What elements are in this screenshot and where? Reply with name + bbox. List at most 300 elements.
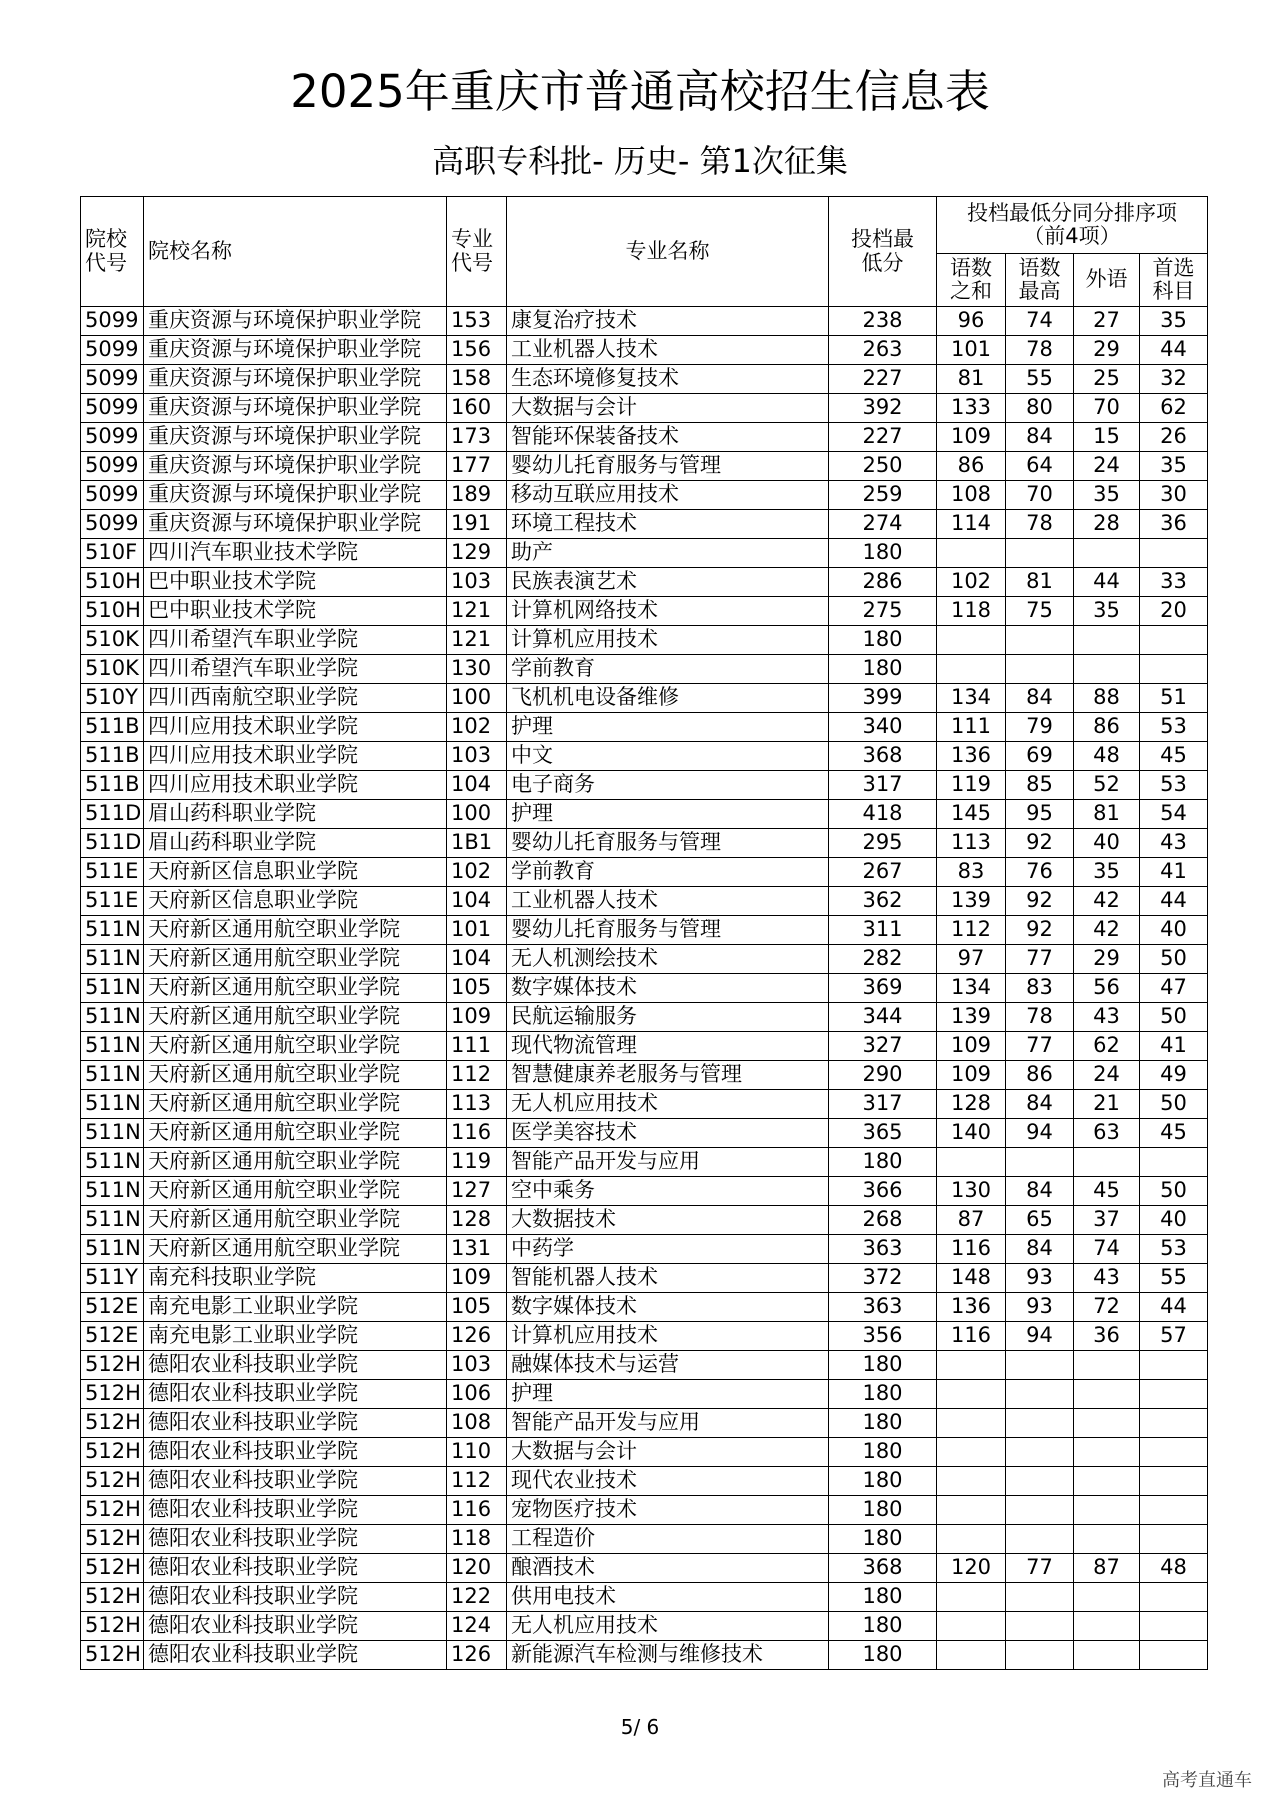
cell-foreign-language: [1074, 1409, 1140, 1438]
cell-major-name: 现代物流管理: [507, 1032, 829, 1061]
cell-min-score: 282: [829, 945, 937, 974]
cell-major-name: 工业机器人技术: [507, 336, 829, 365]
cell-chinese-math-sum: 116: [937, 1322, 1006, 1351]
cell-first-subject: [1140, 1148, 1208, 1177]
cell-school-code: 511N: [81, 1061, 144, 1090]
cell-min-score: 363: [829, 1235, 937, 1264]
cell-min-score: 180: [829, 1438, 937, 1467]
cell-first-subject: 33: [1140, 568, 1208, 597]
cell-chinese-math-sum: 96: [937, 307, 1006, 336]
cell-school-code: 512H: [81, 1612, 144, 1641]
cell-chinese-math-sum: 148: [937, 1264, 1006, 1293]
cell-chinese-math-sum: [937, 1525, 1006, 1554]
cell-major-name: 无人机应用技术: [507, 1612, 829, 1641]
cell-school-code: 512H: [81, 1525, 144, 1554]
header-school-name: 院校名称: [144, 197, 447, 307]
cell-major-name: 大数据与会计: [507, 1438, 829, 1467]
cell-min-score: 238: [829, 307, 937, 336]
cell-min-score: 399: [829, 684, 937, 713]
cell-major-code: 102: [447, 713, 507, 742]
cell-school-name: 天府新区通用航空职业学院: [144, 974, 447, 1003]
cell-chinese-math-max: 84: [1006, 423, 1074, 452]
cell-school-code: 512E: [81, 1293, 144, 1322]
cell-major-code: 177: [447, 452, 507, 481]
cell-major-code: 112: [447, 1467, 507, 1496]
cell-chinese-math-max: 93: [1006, 1293, 1074, 1322]
cell-min-score: 366: [829, 1177, 937, 1206]
cell-chinese-math-max: 55: [1006, 365, 1074, 394]
cell-school-name: 天府新区通用航空职业学院: [144, 1119, 447, 1148]
cell-major-code: 112: [447, 1061, 507, 1090]
cell-major-code: 158: [447, 365, 507, 394]
cell-major-code: 160: [447, 394, 507, 423]
cell-major-code: 105: [447, 1293, 507, 1322]
cell-chinese-math-max: [1006, 1438, 1074, 1467]
cell-school-code: 511E: [81, 887, 144, 916]
cell-school-code: 512H: [81, 1409, 144, 1438]
cell-foreign-language: 81: [1074, 800, 1140, 829]
cell-foreign-language: [1074, 1583, 1140, 1612]
cell-major-name: 供用电技术: [507, 1583, 829, 1612]
cell-school-name: 重庆资源与环境保护职业学院: [144, 510, 447, 539]
cell-foreign-language: 45: [1074, 1177, 1140, 1206]
cell-major-name: 计算机应用技术: [507, 1322, 829, 1351]
cell-first-subject: 45: [1140, 1119, 1208, 1148]
cell-major-name: 工程造价: [507, 1525, 829, 1554]
cell-chinese-math-max: 74: [1006, 307, 1074, 336]
cell-chinese-math-sum: 119: [937, 771, 1006, 800]
cell-foreign-language: [1074, 1467, 1140, 1496]
cell-chinese-math-sum: 97: [937, 945, 1006, 974]
cell-foreign-language: 72: [1074, 1293, 1140, 1322]
cell-major-name: 康复治疗技术: [507, 307, 829, 336]
cell-school-name: 天府新区通用航空职业学院: [144, 1148, 447, 1177]
cell-major-name: 空中乘务: [507, 1177, 829, 1206]
cell-chinese-math-sum: 81: [937, 365, 1006, 394]
cell-major-code: 191: [447, 510, 507, 539]
cell-school-name: 四川希望汽车职业学院: [144, 626, 447, 655]
cell-major-name: 婴幼儿托育服务与管理: [507, 829, 829, 858]
cell-chinese-math-max: 85: [1006, 771, 1074, 800]
cell-chinese-math-max: [1006, 539, 1074, 568]
cell-first-subject: [1140, 1641, 1208, 1670]
cell-chinese-math-sum: 109: [937, 1032, 1006, 1061]
cell-school-name: 四川汽车职业技术学院: [144, 539, 447, 568]
table-row: [81, 1525, 1208, 1554]
cell-school-name: 德阳农业科技职业学院: [144, 1351, 447, 1380]
cell-first-subject: [1140, 655, 1208, 684]
cell-school-name: 眉山药科职业学院: [144, 800, 447, 829]
cell-school-code: 511D: [81, 800, 144, 829]
table-row: [81, 684, 1208, 713]
cell-foreign-language: 25: [1074, 365, 1140, 394]
table-row: [81, 1612, 1208, 1641]
brand-label: 高考直通车: [1162, 1770, 1252, 1791]
header-foreign-language: 外语: [1074, 254, 1140, 307]
cell-foreign-language: [1074, 1148, 1140, 1177]
cell-foreign-language: [1074, 1641, 1140, 1670]
table-row: [81, 365, 1208, 394]
cell-chinese-math-sum: 133: [937, 394, 1006, 423]
table-row: [81, 1554, 1208, 1583]
cell-first-subject: 50: [1140, 945, 1208, 974]
cell-major-name: 助产: [507, 539, 829, 568]
cell-school-code: 511N: [81, 1206, 144, 1235]
cell-chinese-math-sum: [937, 1409, 1006, 1438]
cell-min-score: 368: [829, 742, 937, 771]
cell-chinese-math-max: 69: [1006, 742, 1074, 771]
cell-school-name: 德阳农业科技职业学院: [144, 1583, 447, 1612]
cell-school-name: 南充科技职业学院: [144, 1264, 447, 1293]
cell-min-score: 340: [829, 713, 937, 742]
table-row: [81, 336, 1208, 365]
cell-chinese-math-sum: 134: [937, 684, 1006, 713]
cell-major-code: 153: [447, 307, 507, 336]
cell-min-score: 180: [829, 1467, 937, 1496]
cell-school-name: 重庆资源与环境保护职业学院: [144, 423, 447, 452]
cell-min-score: 180: [829, 1612, 937, 1641]
cell-school-code: 510K: [81, 626, 144, 655]
cell-chinese-math-sum: 109: [937, 1061, 1006, 1090]
table-row: [81, 800, 1208, 829]
cell-min-score: 250: [829, 452, 937, 481]
cell-major-code: 109: [447, 1003, 507, 1032]
cell-foreign-language: 86: [1074, 713, 1140, 742]
cell-foreign-language: 74: [1074, 1235, 1140, 1264]
cell-first-subject: 41: [1140, 858, 1208, 887]
cell-major-code: 108: [447, 1409, 507, 1438]
cell-chinese-math-max: 94: [1006, 1322, 1074, 1351]
cell-min-score: 180: [829, 1525, 937, 1554]
table-row: [81, 1119, 1208, 1148]
cell-first-subject: 53: [1140, 713, 1208, 742]
table-row: [81, 1583, 1208, 1612]
cell-school-name: 四川西南航空职业学院: [144, 684, 447, 713]
cell-school-code: 511D: [81, 829, 144, 858]
cell-school-name: 天府新区通用航空职业学院: [144, 1177, 447, 1206]
cell-school-name: 天府新区通用航空职业学院: [144, 916, 447, 945]
cell-first-subject: [1140, 1525, 1208, 1554]
cell-major-name: 移动互联应用技术: [507, 481, 829, 510]
header-major-code: 专业代号: [447, 197, 507, 307]
cell-major-code: 122: [447, 1583, 507, 1612]
cell-chinese-math-max: 65: [1006, 1206, 1074, 1235]
cell-chinese-math-sum: [937, 1438, 1006, 1467]
cell-school-code: 511B: [81, 742, 144, 771]
table-row: [81, 742, 1208, 771]
cell-first-subject: [1140, 1409, 1208, 1438]
table-row: [81, 1380, 1208, 1409]
cell-major-name: 现代农业技术: [507, 1467, 829, 1496]
cell-major-name: 中药学: [507, 1235, 829, 1264]
cell-first-subject: [1140, 1351, 1208, 1380]
cell-foreign-language: 70: [1074, 394, 1140, 423]
table-row: [81, 1235, 1208, 1264]
cell-first-subject: [1140, 1438, 1208, 1467]
cell-foreign-language: 24: [1074, 1061, 1140, 1090]
cell-first-subject: 51: [1140, 684, 1208, 713]
cell-foreign-language: 44: [1074, 568, 1140, 597]
cell-min-score: 180: [829, 1496, 937, 1525]
table-row: [81, 829, 1208, 858]
cell-school-name: 天府新区通用航空职业学院: [144, 1206, 447, 1235]
cell-major-code: 116: [447, 1119, 507, 1148]
cell-major-code: 156: [447, 336, 507, 365]
cell-major-name: 民族表演艺术: [507, 568, 829, 597]
cell-major-code: 104: [447, 945, 507, 974]
cell-school-code: 510H: [81, 597, 144, 626]
cell-school-name: 天府新区通用航空职业学院: [144, 945, 447, 974]
page-subtitle: 高职专科批- 历史- 第1次征集: [432, 142, 848, 180]
cell-chinese-math-sum: [937, 1148, 1006, 1177]
cell-major-name: 大数据与会计: [507, 394, 829, 423]
cell-min-score: 180: [829, 1380, 937, 1409]
cell-major-code: 126: [447, 1322, 507, 1351]
cell-min-score: 369: [829, 974, 937, 1003]
cell-school-name: 四川希望汽车职业学院: [144, 655, 447, 684]
cell-first-subject: 40: [1140, 916, 1208, 945]
cell-foreign-language: 27: [1074, 307, 1140, 336]
cell-major-code: 105: [447, 974, 507, 1003]
cell-chinese-math-sum: 108: [937, 481, 1006, 510]
cell-min-score: 295: [829, 829, 937, 858]
cell-foreign-language: 40: [1074, 829, 1140, 858]
page-title: 2025年重庆市普通高校招生信息表: [290, 65, 990, 118]
cell-major-name: 中文: [507, 742, 829, 771]
cell-school-name: 巴中职业技术学院: [144, 568, 447, 597]
cell-foreign-language: [1074, 655, 1140, 684]
table-row: [81, 510, 1208, 539]
cell-first-subject: 57: [1140, 1322, 1208, 1351]
table-row: [81, 655, 1208, 684]
cell-chinese-math-sum: 102: [937, 568, 1006, 597]
cell-chinese-math-sum: 86: [937, 452, 1006, 481]
cell-chinese-math-max: [1006, 1583, 1074, 1612]
cell-foreign-language: [1074, 539, 1140, 568]
cell-min-score: 259: [829, 481, 937, 510]
table-row: [81, 539, 1208, 568]
cell-chinese-math-max: [1006, 626, 1074, 655]
cell-first-subject: 35: [1140, 307, 1208, 336]
cell-major-name: 智能产品开发与应用: [507, 1409, 829, 1438]
cell-chinese-math-max: 83: [1006, 974, 1074, 1003]
table-row: [81, 713, 1208, 742]
cell-school-code: 512H: [81, 1583, 144, 1612]
cell-major-name: 融媒体技术与运营: [507, 1351, 829, 1380]
cell-school-name: 重庆资源与环境保护职业学院: [144, 394, 447, 423]
cell-min-score: 268: [829, 1206, 937, 1235]
cell-major-code: 189: [447, 481, 507, 510]
cell-min-score: 363: [829, 1293, 937, 1322]
cell-school-code: 510F: [81, 539, 144, 568]
cell-school-code: 512H: [81, 1641, 144, 1670]
cell-min-score: 180: [829, 1351, 937, 1380]
table-row: [81, 1061, 1208, 1090]
header-chinese-math-sum: 语数之和: [937, 254, 1006, 307]
cell-school-name: 重庆资源与环境保护职业学院: [144, 307, 447, 336]
cell-school-code: 511N: [81, 1090, 144, 1119]
cell-foreign-language: 15: [1074, 423, 1140, 452]
cell-school-name: 南充电影工业职业学院: [144, 1322, 447, 1351]
cell-foreign-language: 24: [1074, 452, 1140, 481]
cell-foreign-language: 42: [1074, 916, 1140, 945]
cell-school-name: 天府新区通用航空职业学院: [144, 1032, 447, 1061]
cell-chinese-math-sum: [937, 655, 1006, 684]
cell-first-subject: 43: [1140, 829, 1208, 858]
cell-first-subject: [1140, 539, 1208, 568]
cell-major-name: 计算机应用技术: [507, 626, 829, 655]
table-row: [81, 887, 1208, 916]
cell-foreign-language: 43: [1074, 1264, 1140, 1293]
cell-chinese-math-max: 78: [1006, 336, 1074, 365]
cell-foreign-language: 87: [1074, 1554, 1140, 1583]
cell-chinese-math-sum: 140: [937, 1119, 1006, 1148]
cell-chinese-math-max: [1006, 1148, 1074, 1177]
table-row: [81, 1641, 1208, 1670]
cell-school-code: 512H: [81, 1351, 144, 1380]
cell-school-name: 重庆资源与环境保护职业学院: [144, 365, 447, 394]
table-row: [81, 1467, 1208, 1496]
cell-major-code: 120: [447, 1554, 507, 1583]
cell-chinese-math-sum: 120: [937, 1554, 1006, 1583]
cell-chinese-math-max: [1006, 1496, 1074, 1525]
cell-chinese-math-sum: 139: [937, 887, 1006, 916]
cell-foreign-language: 56: [1074, 974, 1140, 1003]
cell-school-code: 511N: [81, 974, 144, 1003]
cell-min-score: 372: [829, 1264, 937, 1293]
cell-chinese-math-sum: 139: [937, 1003, 1006, 1032]
cell-school-code: 510H: [81, 568, 144, 597]
cell-chinese-math-sum: 112: [937, 916, 1006, 945]
cell-school-code: 5099: [81, 481, 144, 510]
cell-major-code: 101: [447, 916, 507, 945]
cell-major-code: 118: [447, 1525, 507, 1554]
cell-chinese-math-max: 84: [1006, 684, 1074, 713]
cell-major-code: 119: [447, 1148, 507, 1177]
cell-major-code: 104: [447, 887, 507, 916]
cell-major-code: 126: [447, 1641, 507, 1670]
cell-chinese-math-sum: 136: [937, 742, 1006, 771]
cell-school-code: 511N: [81, 945, 144, 974]
cell-school-name: 德阳农业科技职业学院: [144, 1525, 447, 1554]
cell-first-subject: 45: [1140, 742, 1208, 771]
header-row: [81, 197, 1208, 254]
cell-first-subject: 62: [1140, 394, 1208, 423]
cell-major-code: 102: [447, 858, 507, 887]
cell-school-code: 5099: [81, 452, 144, 481]
table-header: [81, 197, 1208, 307]
cell-major-name: 婴幼儿托育服务与管理: [507, 452, 829, 481]
cell-school-code: 5099: [81, 336, 144, 365]
cell-first-subject: [1140, 1467, 1208, 1496]
cell-first-subject: 35: [1140, 452, 1208, 481]
cell-school-code: 510Y: [81, 684, 144, 713]
cell-major-name: 酿酒技术: [507, 1554, 829, 1583]
cell-first-subject: 26: [1140, 423, 1208, 452]
cell-chinese-math-max: 84: [1006, 1090, 1074, 1119]
cell-foreign-language: 28: [1074, 510, 1140, 539]
cell-chinese-math-max: 64: [1006, 452, 1074, 481]
cell-major-name: 护理: [507, 800, 829, 829]
cell-major-code: 104: [447, 771, 507, 800]
table-row: [81, 452, 1208, 481]
cell-school-name: 德阳农业科技职业学院: [144, 1641, 447, 1670]
table-row: [81, 394, 1208, 423]
cell-school-code: 511N: [81, 916, 144, 945]
cell-school-code: 5099: [81, 394, 144, 423]
cell-major-name: 无人机测绘技术: [507, 945, 829, 974]
cell-school-code: 512H: [81, 1554, 144, 1583]
table-row: [81, 1206, 1208, 1235]
cell-school-name: 巴中职业技术学院: [144, 597, 447, 626]
table-row: [81, 568, 1208, 597]
cell-major-code: 131: [447, 1235, 507, 1264]
cell-min-score: 317: [829, 1090, 937, 1119]
cell-first-subject: 44: [1140, 1293, 1208, 1322]
cell-chinese-math-sum: 83: [937, 858, 1006, 887]
cell-school-name: 德阳农业科技职业学院: [144, 1496, 447, 1525]
cell-major-name: 民航运输服务: [507, 1003, 829, 1032]
table-row: [81, 1090, 1208, 1119]
cell-first-subject: 20: [1140, 597, 1208, 626]
cell-major-name: 智能环保装备技术: [507, 423, 829, 452]
cell-chinese-math-sum: [937, 1496, 1006, 1525]
table-row: [81, 1293, 1208, 1322]
cell-school-code: 511E: [81, 858, 144, 887]
cell-min-score: 263: [829, 336, 937, 365]
cell-first-subject: 30: [1140, 481, 1208, 510]
cell-foreign-language: 35: [1074, 481, 1140, 510]
table-row: [81, 974, 1208, 1003]
cell-min-score: 180: [829, 1148, 937, 1177]
cell-school-name: 眉山药科职业学院: [144, 829, 447, 858]
cell-school-name: 天府新区通用航空职业学院: [144, 1003, 447, 1032]
cell-school-name: 天府新区通用航空职业学院: [144, 1235, 447, 1264]
cell-chinese-math-max: 84: [1006, 1235, 1074, 1264]
cell-foreign-language: 37: [1074, 1206, 1140, 1235]
cell-chinese-math-max: 92: [1006, 916, 1074, 945]
cell-first-subject: [1140, 1496, 1208, 1525]
cell-major-code: 129: [447, 539, 507, 568]
cell-min-score: 418: [829, 800, 937, 829]
cell-school-code: 512E: [81, 1322, 144, 1351]
table-row: [81, 916, 1208, 945]
cell-chinese-math-max: 75: [1006, 597, 1074, 626]
cell-school-code: 511B: [81, 713, 144, 742]
cell-foreign-language: 43: [1074, 1003, 1140, 1032]
cell-school-code: 5099: [81, 423, 144, 452]
cell-major-name: 护理: [507, 1380, 829, 1409]
cell-chinese-math-max: [1006, 1351, 1074, 1380]
cell-min-score: 392: [829, 394, 937, 423]
cell-chinese-math-sum: 130: [937, 1177, 1006, 1206]
cell-school-code: 511N: [81, 1032, 144, 1061]
cell-chinese-math-sum: [937, 626, 1006, 655]
cell-first-subject: 36: [1140, 510, 1208, 539]
cell-school-name: 重庆资源与环境保护职业学院: [144, 481, 447, 510]
cell-chinese-math-max: 94: [1006, 1119, 1074, 1148]
cell-min-score: 180: [829, 1583, 937, 1612]
table-row: [81, 423, 1208, 452]
cell-first-subject: [1140, 626, 1208, 655]
cell-first-subject: 44: [1140, 336, 1208, 365]
table-row: [81, 1148, 1208, 1177]
cell-school-name: 天府新区通用航空职业学院: [144, 1090, 447, 1119]
cell-foreign-language: [1074, 1612, 1140, 1641]
cell-min-score: 286: [829, 568, 937, 597]
cell-foreign-language: [1074, 1496, 1140, 1525]
cell-first-subject: 54: [1140, 800, 1208, 829]
